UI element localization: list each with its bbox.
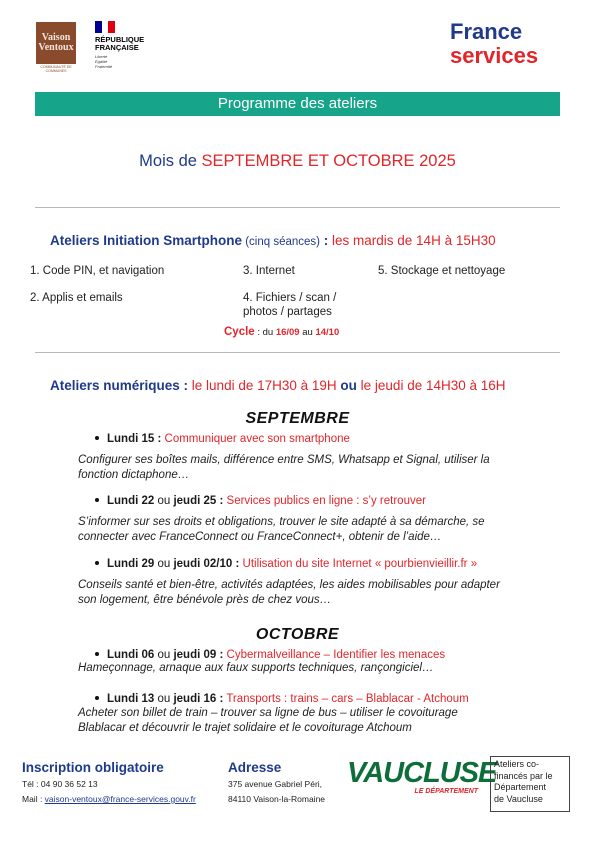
french-flag-icon <box>95 21 115 33</box>
month-title: Mois de SEPTEMBRE ET OCTOBRE 2025 <box>139 152 456 170</box>
divider <box>35 352 560 353</box>
rf-line2: FRANÇAISE <box>95 43 139 52</box>
logo-text-line1: Vaison <box>41 32 71 43</box>
session-description: Hameçonnage, arnaque aux faux supports techniques, rançongiciel… <box>78 662 434 674</box>
session-title: Lundi 15 : Communiquer avec son smartphone <box>95 432 350 446</box>
smartphone-item: 1. Code PIN, et navigation <box>30 265 165 277</box>
phone-number: 04 90 36 52 13 <box>40 779 98 789</box>
divider <box>35 207 560 208</box>
logo-subtitle: COMMUNAUTÉ DE COMMUNES <box>40 65 72 73</box>
email-link[interactable]: vaison-ventoux@france-services.gouv.fr <box>44 794 196 804</box>
france-services-logo <box>450 20 538 68</box>
programme-banner: Programme des ateliers <box>35 92 560 116</box>
session-description: Acheter son billet de train – trouver sa ligne de bus – utiliser le covoiturage Blablacar et découvrir le trajet solidaire et le covoiturage Atchoum <box>78 707 458 734</box>
octobre-heading: OCTOBRE <box>255 626 340 643</box>
smartphone-item: 3. Internet <box>243 265 295 277</box>
session-title: Lundi 29 ou jeudi 02/10 : Utilisation du site Internet « pourbienvieillir.fr » <box>95 557 477 571</box>
session-description: Configurer ses boîtes mails, différence entre SMS, Whatsapp et Signal, utiliser la fonction dictaphone… <box>78 454 490 481</box>
inscription-title: Inscription obligatoire <box>22 760 164 775</box>
numeriques-section-title: Ateliers numériques : le lundi de 17H30 à 19H ou le jeudi de 14H30 à 16H <box>50 378 506 393</box>
session-title: Lundi 06 ou jeudi 09 : Cybermalveillance – Identifier les menaces <box>95 648 445 662</box>
adresse-title: Adresse <box>228 760 282 775</box>
smartphone-cycle: Cycle : du 16/09 au 14/10 <box>224 326 340 338</box>
cofinance-box: Ateliers co- financés par le Département de Vaucluse <box>490 756 570 812</box>
smartphone-item: 2. Applis et emails <box>30 292 123 304</box>
bullet-icon <box>95 652 99 656</box>
smartphone-item: photos / partages <box>243 306 332 318</box>
vaison-ventoux-logo <box>36 22 76 72</box>
session-title: Lundi 13 ou jeudi 16 : Transports : trains – cars – Blablacar - Atchoum <box>95 692 469 706</box>
france-services-line2: services <box>450 43 539 68</box>
septembre-heading: SEPTEMBRE <box>245 410 350 427</box>
smartphone-item: 4. Fichiers / scan / <box>243 292 337 304</box>
session-description: Conseils santé et bien-être, activités adaptées, les aides mobilisables pour adapter son logement, être bénévole près de chez vous… <box>78 579 500 606</box>
bullet-icon <box>95 561 99 565</box>
session-title: Lundi 22 ou jeudi 25 : Services publics en ligne : s’y retrouver <box>95 494 426 508</box>
session-description: S’informer sur ses droits et obligations, trouver le site adapté à sa démarche, se connecter avec FranceConnect ou FranceConnect+, obtenir de l’aide… <box>78 516 485 543</box>
rf-line1: RÉPUBLIQUE <box>95 35 145 44</box>
smartphone-item: 5. Stockage et nettoyage <box>378 265 506 277</box>
smartphone-section-title: Ateliers Initiation Smartphone (cinq séances) : les mardis de 14H à 15H30 <box>50 233 496 248</box>
vaucluse-logo: VAUCLUSE LE DÉPARTEMENT <box>347 757 497 795</box>
bullet-icon <box>95 436 99 440</box>
bullet-icon <box>95 498 99 502</box>
contact-info: Tél : 04 90 36 52 13 Mail : vaison-ventoux@france-services.gouv.fr <box>22 779 196 804</box>
france-services-line1: France <box>450 19 523 44</box>
republique-francaise-logo <box>95 21 155 69</box>
bullet-icon <box>95 696 99 700</box>
address: 375 avenue Gabriel Péri, 84110 Vaison-la-Romaine <box>228 779 326 804</box>
rf-motto: Liberté Égalité Fraternité <box>95 54 113 69</box>
logo-text-line2: Ventoux <box>38 42 74 53</box>
